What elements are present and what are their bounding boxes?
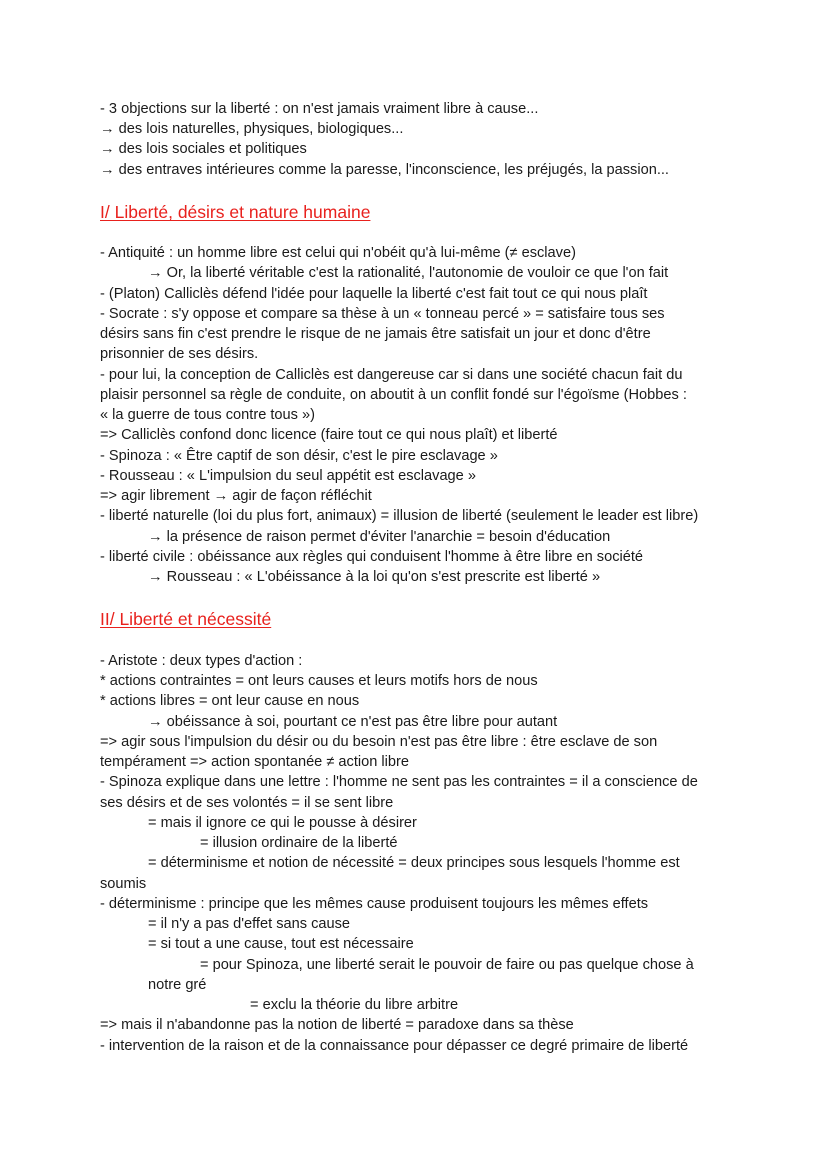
section-2-line: soumis xyxy=(100,876,147,892)
section-1-line: - Rousseau : « L'impulsion du seul appétit est esclavage » xyxy=(100,468,476,484)
section-2-heading: II/ Liberté et nécessité xyxy=(100,609,272,629)
section-2-line: => agir sous l'impulsion du désir ou du besoin n'est pas être libre : être esclave de son xyxy=(100,734,658,750)
section-2-line: - Aristote : deux types d'action : xyxy=(100,653,303,669)
section-2-line: = si tout a une cause, tout est nécessaire xyxy=(148,936,414,952)
intro-line: - 3 objections sur la liberté : on n'est jamais vraiment libre à cause... xyxy=(100,101,539,117)
section-1-line: désirs sans fin c'est prendre le risque de ne jamais être satisfait un jour et donc d'être xyxy=(100,326,651,342)
section-2-line: notre gré xyxy=(148,977,207,993)
section-2-line: ses désirs et de ses volontés = il se sent libre xyxy=(100,795,394,811)
section-2-line: tempérament => action spontanée ≠ action libre xyxy=(100,754,409,770)
section-2-line: = déterminisme et notion de nécessité = deux principes sous lesquels l'homme est xyxy=(148,855,680,871)
section-1-line: - liberté civile : obéissance aux règles qui conduisent l'homme à être libre en société xyxy=(100,549,644,565)
section-2-line: * actions libres = ont leur cause en nous xyxy=(100,693,360,709)
section-1-line: - Spinoza : « Être captif de son désir, c'est le pire esclavage » xyxy=(100,448,498,464)
section-2-line: - intervention de la raison et de la connaissance pour dépasser ce degré primaire de liberté xyxy=(100,1038,689,1054)
section-1-line: - Antiquité : un homme libre est celui qui n'obéit qu'à lui-même (≠ esclave) xyxy=(100,245,576,261)
intro-line: → des lois naturelles, physiques, biologiques... xyxy=(100,121,404,137)
section-1-heading: I/ Liberté, désirs et nature humaine xyxy=(100,202,371,222)
section-2-line: = mais il ignore ce qui le pousse à désirer xyxy=(148,815,417,831)
section-1-line: → Rousseau : « L'obéissance à la loi qu'on s'est prescrite est liberté » xyxy=(148,569,601,585)
section-2-line: - Spinoza explique dans une lettre : l'homme ne sent pas les contraintes = il a conscience de xyxy=(100,774,698,790)
section-1-line: - pour lui, la conception de Calliclès est dangereuse car si dans une société chacun fait du xyxy=(100,367,683,383)
section-1-line: → Or, la liberté véritable c'est la rationalité, l'autonomie de vouloir ce que l'on fait xyxy=(148,265,669,281)
intro-line: → des lois sociales et politiques xyxy=(100,141,307,157)
section-1-line: « la guerre de tous contre tous ») xyxy=(100,407,315,423)
section-2-line: = exclu la théorie du libre arbitre xyxy=(250,997,459,1013)
section-1-line: prisonnier de ses désirs. xyxy=(100,346,259,362)
section-1-line: => agir librement → agir de façon réfléchit xyxy=(100,488,372,504)
section-1-line: => Calliclès confond donc licence (faire tout ce qui nous plaît) et liberté xyxy=(100,427,558,443)
section-2-line: => mais il n'abandonne pas la notion de liberté = paradoxe dans sa thèse xyxy=(100,1017,574,1033)
section-1-line: - (Platon) Calliclès défend l'idée pour laquelle la liberté c'est fait tout ce qui nous plaît xyxy=(100,286,648,302)
section-2-line: = pour Spinoza, une liberté serait le pouvoir de faire ou pas quelque chose à xyxy=(200,957,694,973)
intro-line: → des entraves intérieures comme la paresse, l'inconscience, les préjugés, la passion... xyxy=(100,162,669,178)
section-2-line: → obéissance à soi, pourtant ce n'est pas être libre pour autant xyxy=(148,714,558,730)
section-1-line: - liberté naturelle (loi du plus fort, animaux) = illusion de liberté (seulement le leader est libre) xyxy=(100,508,699,524)
section-1-line: → la présence de raison permet d'éviter l'anarchie = besoin d'éducation xyxy=(148,529,611,545)
section-2-line: * actions contraintes = ont leurs causes et leurs motifs hors de nous xyxy=(100,673,538,689)
section-2-line: - déterminisme : principe que les mêmes cause produisent toujours les mêmes effets xyxy=(100,896,649,912)
section-1-line: plaisir personnel sa règle de conduite, on aboutit à un conflit fondé sur l'égoïsme (Hobbes : xyxy=(100,387,687,403)
section-1-line: - Socrate : s'y oppose et compare sa thèse à un « tonneau percé » = satisfaire tous ses xyxy=(100,306,665,322)
section-2-line: = il n'y a pas d'effet sans cause xyxy=(148,916,351,932)
section-2-line: = illusion ordinaire de la liberté xyxy=(200,835,398,851)
